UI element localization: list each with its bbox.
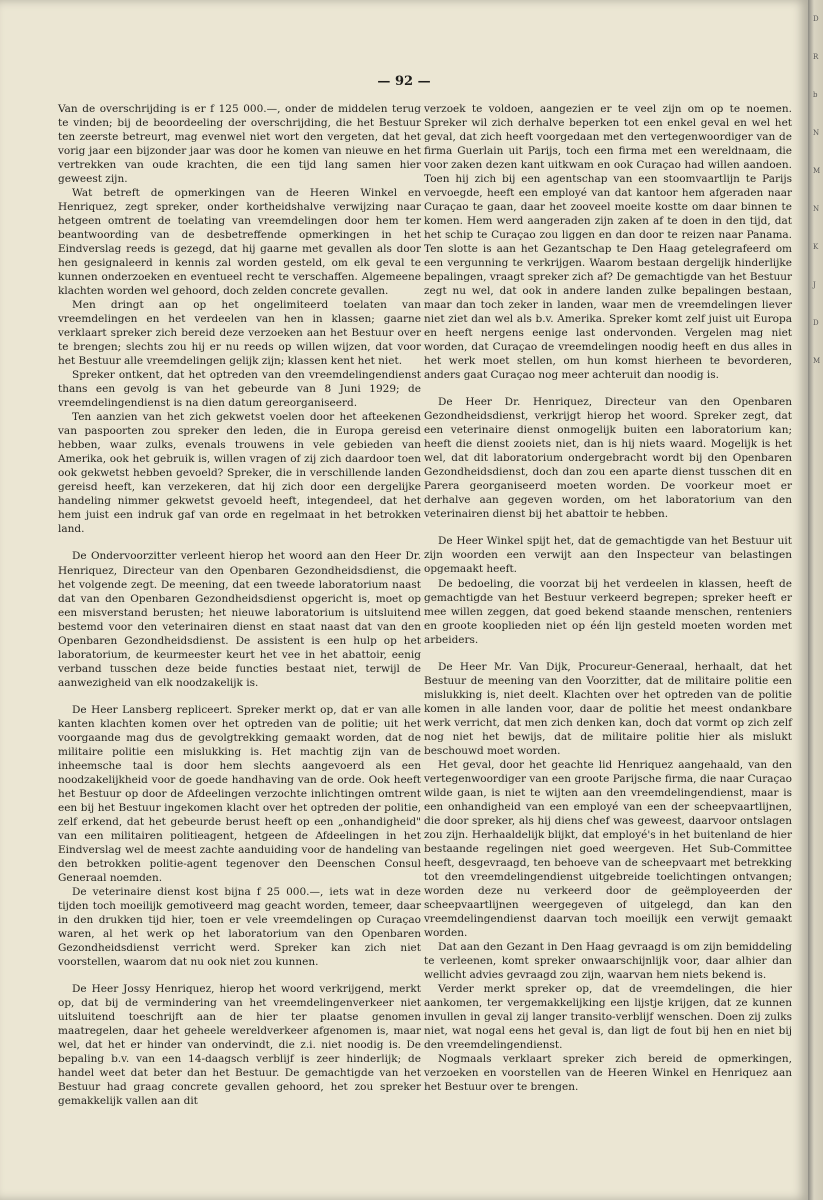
edge-letter: N: [813, 129, 820, 137]
edge-letter: N: [813, 205, 820, 213]
paragraph: Het geval, door het geachte lid Henriquez aangehaald, van den vertegenwoordiger van een groote Parijsche firma, die naar Curaçao wilde gaan, is niet te wijten aan den vreemdelingendienst, maar is een onhandigheid van een employé van een der scheepvaartlijnen, die door spreker, als hij diens chef was geweest, daarvoor ontslagen zou zijn. Herhaaldelijk blijkt, dat employé's in het buitenland de hier bestaande regelingen niet goed weergeven. Het Sub-Committee heeft, desgevraagd, ten behoeve van de scheepvaart met betrekking tot den vreemdelingendienst uitgebreide toelichtingen ontvangen; worden deze nu verkeerd door de geëmployeerden der scheepvaartlijnen weergegeven of uitgelegd, dan kan den vreemdelingendienst daarvan toch moeilijk een verwijt gemaakt worden.: [424, 758, 792, 939]
paragraph: Van de overschrijding is er f 125 000.—, onder de middelen terug te vinden; bij de beoordeeling der overschrijding, die het Bestuur ten zeerste betreurt, mag evenwel niet wort den vergeten, dat het vorig jaar een bijzonder jaar was door he komen van nieuwe en het vertrekken van oude krachten, die een tijd lang samen hier geweest zijn.: [58, 103, 421, 186]
edge-letter: K: [813, 243, 819, 251]
paragraph: Ten aanzien van het zich gekwetst voelen door het afteekenen van paspoorten zou spreker den leden, die in Europa gereisd hebben, waar zulks, evenals trouwens in vele gebieden van Amerika, ook het gebruik is, willen vragen of zij zich daardoor toen ook gekwetst hebben gevoeld? Spreker, die in verschillende landen gereisd heeft, kan verzekeren, dat hij zich door een dergelijke handeling nimmer gekwetst gevoeld heeft, integendeel, dat het hem juist een indruk gaf van orde en regelmaat in het betrokken land.: [58, 411, 421, 536]
paragraph: verzoek te voldoen, aangezien er te veel zijn om op te noemen. Spreker wil zich derhalve beperken tot een enkel geval en wel het geval, dat zich heeft voorgedaan met den vertegenwoordiger van de firma Guerlain uit Parijs, toch een firma met een wereldnaam, die voor zaken dezen kant uitkwam en ook Curaçao had willen aandoen. Toen hij zich bij een agentschap van een stoomvaartlijn te Parijs vervoegde, heeft een employé van dat kantoor hem afgeraden naar Curaçao te gaan, daar het zooveel moeite kostte om daar binnen te komen. Hem werd aangeraden zijn zaken af te doen in den tijd, dat het schip te Curaçao zou liggen en dan door te reizen naar Panama. Ten slotte is aan het Gezantschap te Den Haag getelegrafeerd om een vergunning te verkrijgen. Waarom bestaan dergelijk hinderlijke bepalingen, vraagt spreker zich af? De gemachtigde van het Bestuur zegt nu wel, dat ook in andere landen zulke bepalingen bestaan, maar dan toch zeker in landen, waar men de vreemdelingen liever niet ziet dan wel als b.v. Amerika. Spreker komt zelf juist uit Europa en heeft nergens eenige last ondervonden. Vergelen mag niet worden, dat Curaçao de vreemdelingen noodig heeft en dus alles in het werk moet stellen, om hun komst hierheen te bevorderen, anders gaat Curaçao nog meer achteruit dan noodig is.: [424, 103, 792, 382]
adjacent-page-edge: [808, 0, 823, 1200]
paragraph: De Heer Lansberg repliceert. Spreker merkt op, dat er van alle kanten klachten komen over het optreden van de politie; uit het voorgaande mag dus de gevolgtrekking gemaakt worden, dat de militaire politie een mislukking is. Het machtig zijn van de inheemsche taal is door hem slechts aangevoerd als een noodzakelijkheid voor de goede handhaving van de orde. Ook heeft het Bestuur op door de Afdeelingen verzochte inlichtingen omtrent een bij het Bestuur ingekomen klacht over het optreden der politie, zelf erkend, dat het gebeurde berust heeft op een „onhandigheid" van een militairen politieagent, hetgeen de Afdeelingen in het Eindverslag wel de meest zachte aanduiding voor de handeling van den betrokken politie-agent tegenover den Deenschen Consul Generaal noemden.: [58, 703, 421, 884]
paragraph: De Heer Jossy Henriquez, hierop het woord verkrijgend, merkt op, dat bij de vermindering van het vreemdelingenverkeer niet uitsluitend toeschrijft aan de hier ter plaatse genomen maatregelen, daar het geheele wereldverkeer afgenomen is, maar wel, dat het er hinder van ondervindt, die z.i. niet noodig is. De bepaling b.v. van een 14-daagsch verblijf is zeer hinderlijk; de handel weet dat beter dan het Bestuur. De gemachtigde van het Bestuur had graag concrete gevallen gehoord, het zou spreker gemakkelijk vallen aan dit: [58, 982, 421, 1108]
edge-letter: D: [813, 319, 819, 327]
edge-letter: D: [813, 15, 819, 23]
paragraph: Nogmaals verklaart spreker zich bereid de opmerkingen, verzoeken en voorstellen van de Heeren Winkel en Henriquez aan het Bestuur over te brengen.: [424, 1053, 792, 1094]
edge-letter: J: [813, 281, 816, 289]
paragraph: De Heer Dr. Henriquez, Directeur van den Openbaren Gezondheidsdienst, verkrijgt hierop het woord. Spreker zegt, dat een veterinaire dienst onmogelijk buiten een laboratorium kan; heeft die dienst zooiets niet, dan is hij niets waard. Mogelijk is het wel, dat dit laboratorium ondergebracht wordt bij den Openbaren Gezondheidsdienst, doch dan zou een aparte dienst tusschen dit en Parera georganiseerd moeten worden. De voorkeur moet er derhalve aan gegeven worden, om het laboratorium van den veterinairen dienst bij het abattoir te hebben.: [424, 396, 792, 521]
paragraph: Men dringt aan op het ongelimiteerd toelaten van vreemdelingen en het verdeelen van hen in klassen; gaarne verklaart spreker zich bereid deze verzoeken aan het Bestuur over te brengen; slechts zou hij er nu reeds op willen wijzen, dat voor het Bestuur alle vreemdelingen gelijk zijn; klassen kent het niet.: [58, 299, 421, 368]
right-column: [424, 102, 792, 1094]
edge-letter: b: [813, 91, 818, 99]
paragraph: De veterinaire dienst kost bijna f 25 000.—, iets wat in deze tijden toch moeilijk gemotiveerd mag geacht worden, temeer, daar in den drukken tijd hier, toen er vele vreemdelingen op Curaçao waren, al het werk op het laboratorium van den Openbaren Gezondheidsdienst verricht werd. Spreker kan zich niet voorstellen, waarom dat nu ook niet zou kunnen.: [58, 885, 421, 968]
edge-letter: M: [813, 167, 821, 175]
paragraph: De bedoeling, die voorzat bij het verdeelen in klassen, heeft de gemachtigde van het Bestuur verkeerd begrepen; spreker heeft er mee willen zeggen, dat goed bekend staande menschen, renteniers en groote kooplieden niet op één lijn gesteld moeten worden met arbeiders.: [424, 577, 792, 646]
paragraph: Verder merkt spreker op, dat de vreemdelingen, die hier aankomen, ter vergemakkelijking een lijstje krijgen, dat ze kunnen invullen in geval zij langer transito-verblijf wenschen. Doen zij zulks niet, wat nogal eens het geval is, dan ligt de fout bij hen en niet bij den vreemdelingendienst.: [424, 982, 792, 1051]
page-number: — 92 —: [377, 74, 431, 89]
paragraph: De Ondervoorzitter verleent hierop het woord aan den Heer Dr. Henriquez, Directeur van den Openbaren Gezondheidsdienst, die het volgende zegt. De meening, dat een tweede laboratorium naast dat van den Openbaren Gezondheidsdienst opgericht is, moet op een misverstand berusten; het nieuwe laboratorium is uitsluitend bestemd voor den veterinairen dienst en staat naast dat van den Openbaren Gezondheidsdienst. De assistent is een hulp op het laboratorium, de keurmeester keurt het vee in het abattoir, eenig verband tusschen deze beide functies bestaat niet, terwijl de aanwezigheid van elk noodzakelijk is.: [58, 550, 421, 689]
paragraph: Spreker ontkent, dat het optreden van den vreemdelingendienst thans een gevolg is van het gebeurde van 8 Juni 1929; de vreemdelingendienst is na dien datum gereorganiseerd.: [58, 369, 421, 410]
edge-letter: R: [813, 53, 819, 61]
left-column: [58, 102, 421, 1108]
edge-letter: M: [813, 357, 821, 365]
paragraph: Dat aan den Gezant in Den Haag gevraagd is om zijn bemiddeling te verleenen, komt spreker onwaarschijnlijk voor, daar alhier dan wellicht advies gevraagd zou zijn, waarvan hem niets bekend is.: [424, 940, 792, 981]
paragraph: De Heer Winkel spijt het, dat de gemachtigde van het Bestuur uit zijn woorden een verwijt aan den Inspecteur van belastingen opgemaakt heeft.: [424, 535, 792, 576]
paragraph: De Heer Mr. Van Dijk, Procureur-Generaal, herhaalt, dat het Bestuur de meening van den Voorzitter, dat de militaire politie een mislukking is, niet deelt. Klachten over het optreden van de politie komen in alle landen voor, daar de politie het meest ondankbare werk verricht, dat men zich denken kan, doch dat vormt op zich zelf nog niet het bewijs, dat de militaire politie hier als mislukt beschouwd moet worden.: [424, 660, 792, 757]
paragraph: Wat betreft de opmerkingen van de Heeren Winkel en Henriquez, zegt spreker, onder kortheidshalve verwijzing naar hetgeen omtrent de toelating van vreemdelingen door hem ter beantwoording van de desbetreffende opmerkingen in het Eindverslag reeds is gezegd, dat hij gaarne met gevallen als door hen gesignaleerd in kennis zal worden gesteld, om elk geval te kunnen onderzoeken en eventueel recht te verschaffen. Algemeene klachten worden wel gehoord, doch zelden concrete gevallen.: [58, 187, 421, 298]
